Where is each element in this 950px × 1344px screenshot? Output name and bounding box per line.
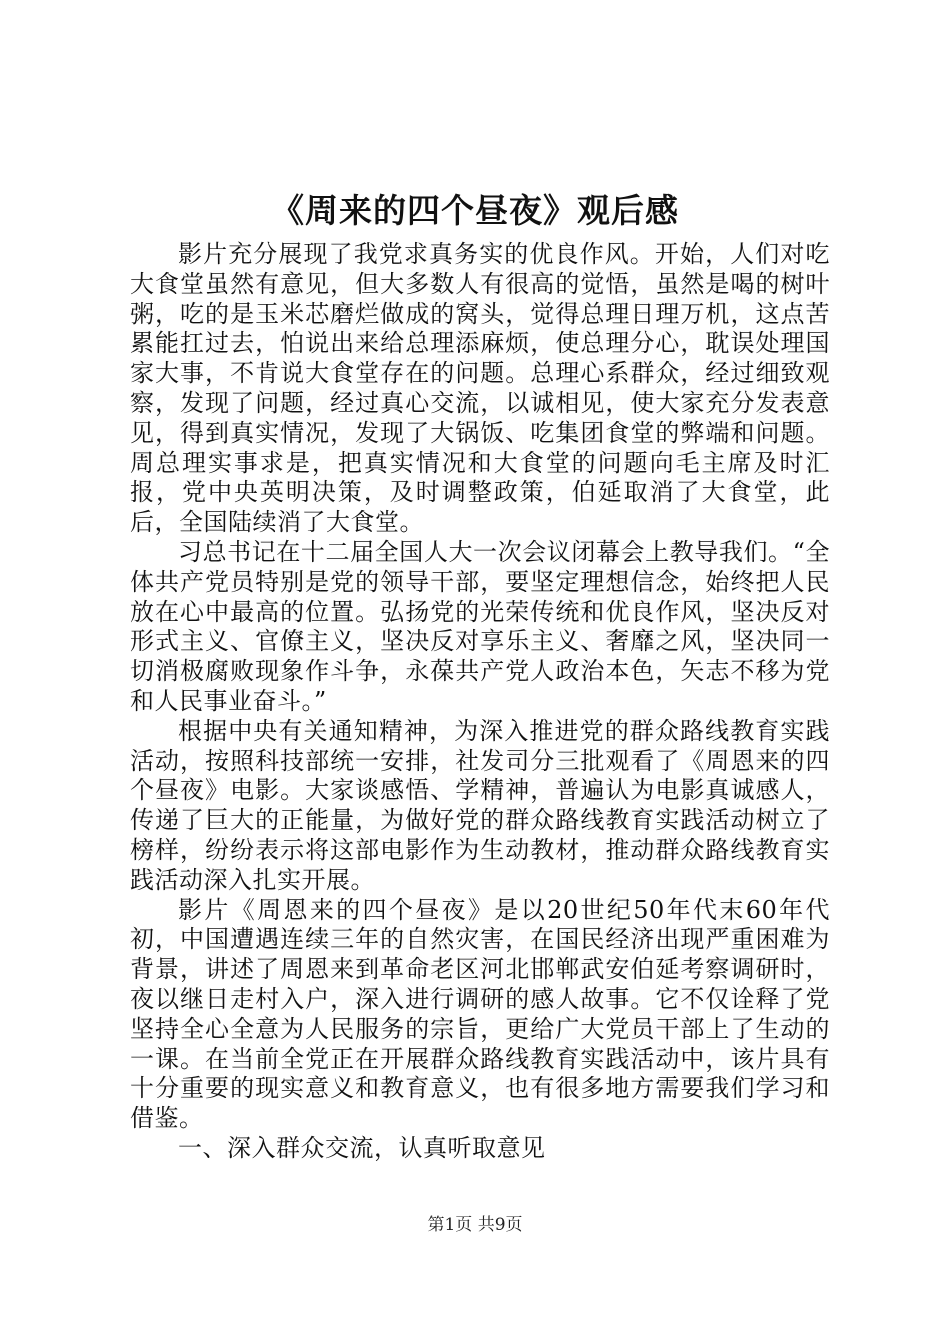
page-footer: 第1页 共9页 [427,1215,523,1235]
paragraph-1: 影片充分展现了我党求真务实的优良作风。开始，人们对吃大食堂虽然有意见，但大多数人有很高的觉悟，虽然是喝的树叶粥，吃的是玉米芯磨烂做成的窝头，觉得总理日理万机，这点苦累能扛过去，怕说出来给总理添麻烦，使总理分心，耽误处理国家大事，不肯说大食堂存在的问题。总理心系群众，经过细致观察，发现了问题，经过真心交流，以诚相见，使大家充分发表意见，得到真实情况，发现了大锅饭、吃集团食堂的弊端和问题。周总理实事求是，把真实情况和大食堂的问题向毛主席及时汇报，党中央英明决策，及时调整政策，伯延取消了大食堂，此后，全国陆续消了大食堂。 [130,240,830,537]
section-heading-1: 一、深入群众交流，认真听取意见 [178,1133,546,1162]
paragraph-2: 习总书记在十二届全国人大一次会议闭幕会上教导我们。“全体共产党员特别是党的领导干部，要坚定理想信念，始终把人民放在心中最高的位置。弘扬党的光荣传统和优良作风，坚决反对形式主义、官僚主义，坚决反对享乐主义、奢靡之风，坚决同一切消极腐败现象作斗争，永葆共产党人政治本色，矢志不移为党和人民事业奋斗。” [130,537,830,715]
paragraph-3: 根据中央有关通知精神，为深入推进党的群众路线教育实践活动，按照科技部统一安排，社发司分三批观看了《周恩来的四个昼夜》电影。大家谈感悟、学精神，普遍认为电影真诚感人，传递了巨大的正能量，为做好党的群众路线教育实践活动树立了榜样，纷纷表示将这部电影作为生动教材，推动群众路线教育实践活动深入扎实开展。 [130,716,830,894]
paragraph-4: 影片《周恩来的四个昼夜》是以20世纪50年代末60年代初，中国遭遇连续三年的自然灾害，在国民经济出现严重困难为背景，讲述了周恩来到革命老区河北邯郸武安伯延考察调研时，夜以继日走村入户，深入进行调研的感人故事。它不仅诠释了党坚持全心全意为人民服务的宗旨，更给广大党员干部上了生动的一课。在当前全党正在开展群众路线教育实践活动中，该片具有十分重要的现实意义和教育意义，也有很多地方需要我们学习和借鉴。 [130,895,830,1133]
document-title: 《周来的四个昼夜》观后感 [271,191,679,230]
document-body [130,240,830,1164]
